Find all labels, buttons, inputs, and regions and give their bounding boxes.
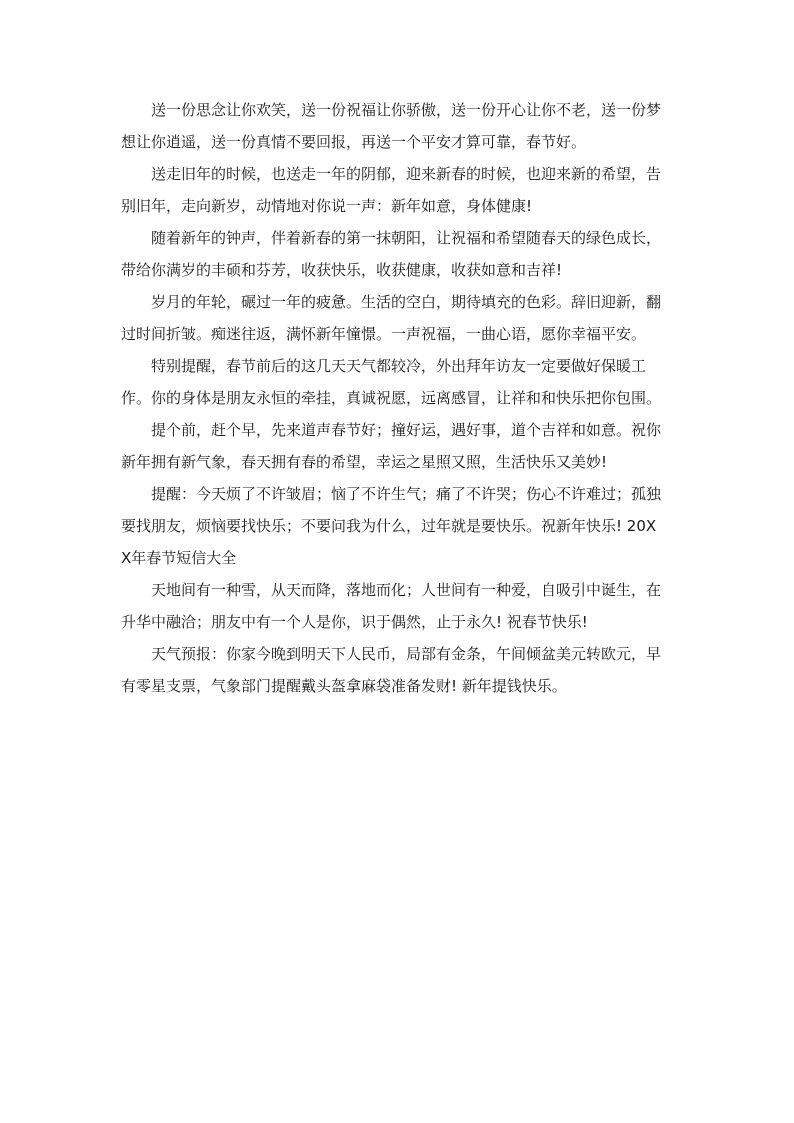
- paragraph-2: 送走旧年的时候，也送走一年的阴郁，迎来新春的时候，也迎来新的希望，告别旧年，走向新岁，动情地对你说一声：新年如意，身体健康!: [121, 165, 662, 215]
- paragraph-9: 天气预报：你家今晚到明天下人民币，局部有金条，午间倾盆美元转欧元，早有零星支票，气象部门提醒戴头盔拿麻袋准备发财! 新年提钱快乐。: [121, 645, 662, 695]
- paragraph-8: 天地间有一种雪，从天而降，落地而化；人世间有一种爱，自吸引中诞生，在升华中融洽；朋友中有一个人是你，识于偶然，止于永久! 祝春节快乐!: [121, 581, 662, 631]
- paragraph-6: 提个前，赶个早，先来道声春节好；撞好运，遇好事，道个吉祥和如意。祝你新年拥有新气象，春天拥有春的希望，幸运之星照又照，生活快乐又美妙!: [121, 421, 662, 471]
- paragraph-1: 送一份思念让你欢笑，送一份祝福让你骄傲，送一份开心让你不老，送一份梦想让你逍遥，送一份真情不要回报，再送一个平安才算可靠，春节好。: [121, 101, 662, 151]
- paragraph-5: 特别提醒，春节前后的这几天天气都较冷，外出拜年访友一定要做好保暖工作。你的身体是朋友永恒的牵挂，真诚祝愿，远离感冒，让祥和和快乐把你包围。: [121, 357, 662, 407]
- paragraph-3: 随着新年的钟声，伴着新春的第一抹朝阳，让祝福和希望随春天的绿色成长，带给你满岁的丰硕和芬芳，收获快乐，收获健康，收获如意和吉祥!: [121, 229, 662, 279]
- paragraph-7: 提醒：今天烦了不许皱眉；恼了不许生气；痛了不许哭；伤心不许难过；孤独要找朋友，烦恼要找快乐；不要问我为什么，过年就是要快乐。祝新年快乐! 20XX年春节短信大全: [121, 485, 662, 567]
- document-body: [121, 94, 666, 702]
- paragraph-4: 岁月的年轮，碾过一年的疲惫。生活的空白，期待填充的色彩。辞旧迎新，翻过时间折皱。痴迷往返，满怀新年憧憬。一声祝福，一曲心语，愿你幸福平安。: [121, 293, 662, 343]
